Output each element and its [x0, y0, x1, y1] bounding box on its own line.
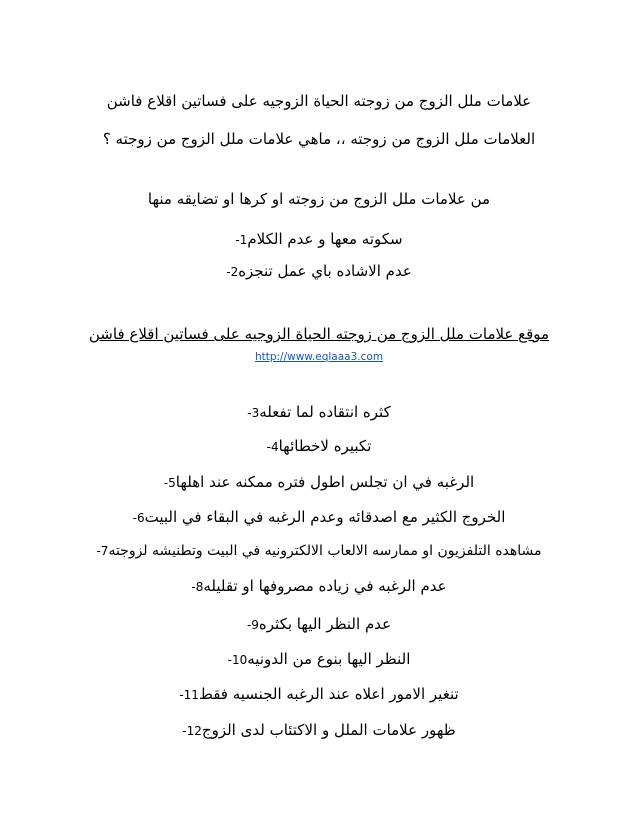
site-url-link[interactable]: http://www.eqlaaa3.com [254, 351, 384, 363]
list-item-number: 8- [191, 580, 204, 594]
list-item-text: سكوته معها و عدم الكلام [247, 230, 403, 248]
list-item-text: ظهور علامات الملل و الاكتئاب لدى الزوج [201, 721, 456, 739]
list-item [0, 472, 638, 493]
intro-line: من علامات ملل الزوج من زوجته او كرها او تضايقه منها [147, 190, 491, 208]
list-item-text: عدم النظر اليها بكثره [258, 615, 392, 633]
list-item-number: 2- [226, 265, 239, 279]
list-item [0, 720, 638, 741]
list-item [0, 436, 638, 457]
list-item-text: الرغبه في ان تجلس اطول فتره ممكنه عند اهلها [175, 473, 475, 491]
list-item [0, 402, 638, 423]
list-item [0, 541, 638, 561]
list-item-text: تكبيره لاخطائها [278, 437, 372, 455]
list-item-number: 4- [266, 440, 279, 454]
list-item [0, 507, 638, 528]
list-item-number: 7- [96, 544, 109, 558]
list-item-number: 10- [227, 653, 248, 667]
list-item-number: 5- [163, 476, 176, 490]
list-item-text: عدم الاشاده باي عمل تنجزه [238, 262, 412, 280]
site-url-row [0, 345, 638, 367]
list-item-number: 9- [246, 618, 259, 632]
site-line: موقع علامات ملل الزوج من زوجته الحياة الزوجيه على فساتين اقلاع فاشن [88, 325, 550, 343]
list-item-number: 1- [235, 233, 248, 247]
list-item [0, 229, 638, 250]
list-item-text: عدم الرغبه في زياده مصروفها او تقليله [203, 577, 447, 595]
list-item [0, 261, 638, 282]
list-item-number: 3- [247, 406, 260, 420]
list-item-text: النظر اليها بنوع من الدونيه [247, 650, 411, 668]
list-item-number: 12- [182, 724, 202, 738]
question-line: العلامات ملل الزوج من زوجته ،، ماهي علامات ملل الزوج من زوجته ؟ [102, 130, 536, 148]
list-item-text: مشاهده التلفزيون او ممارسه الالعاب الالكترونيه في البيت وتطنيشه لزوجته [108, 543, 542, 559]
list-item-number: 6- [132, 511, 145, 525]
list-item-text: كثره انتقاده لما تفعله [259, 403, 391, 421]
list-item-number: 11- [179, 688, 199, 702]
list-item-text: تنغير الامور اعلاه عند الرغبه الجنسيه فقط [198, 685, 459, 703]
document-title: علامات ملل الزوج من زوجته الحياة الزوجيه على فساتين اقلاع فاشن [106, 92, 532, 110]
list-item [0, 576, 638, 597]
list-item-text: الخروج الكثير مع اصدقائه وعدم الرغبه في البقاء في البيت [144, 508, 506, 526]
list-item [0, 614, 638, 635]
list-item [0, 649, 638, 670]
list-item [0, 684, 638, 705]
